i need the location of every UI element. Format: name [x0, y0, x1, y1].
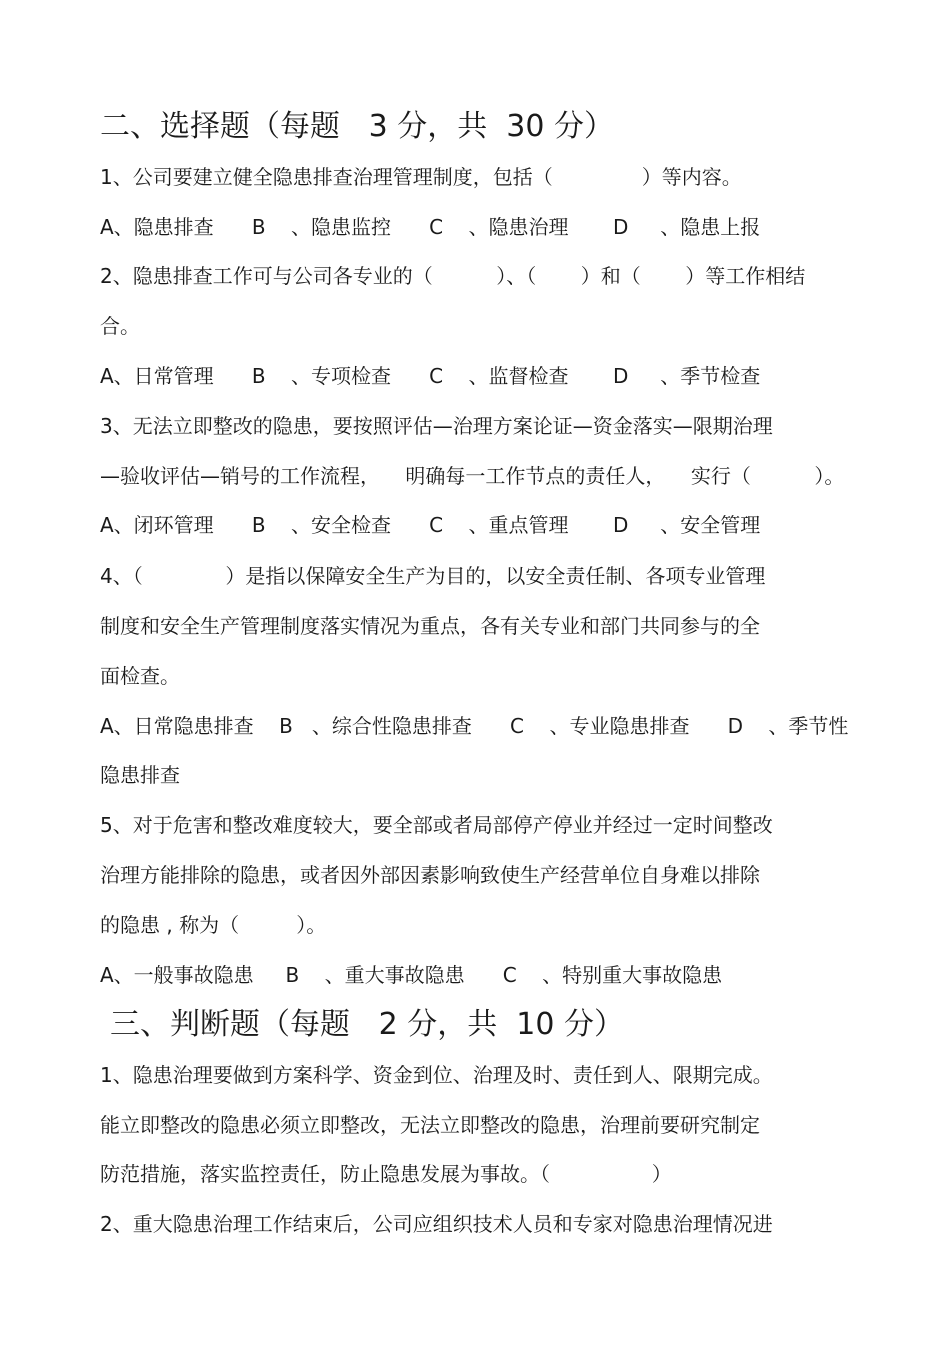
section-heading-choice: 二、选择题（每题 3 分，共 30 分） — [100, 109, 615, 144]
question-5-stem-line-3: 的隐患 , 称为（ ）。 — [100, 913, 327, 937]
question-5-stem-line-2: 治理方能排除的隐患，或者因外部因素影响致使生产经营单位自身难以排除 — [100, 863, 760, 887]
question-5-options: A、一般事故隐患 B 、重大事故隐患 C 、特别重大事故隐患 — [100, 963, 723, 987]
judgement-1-line-3: 防范措施，落实监控责任，防止隐患发展为事故。（ ） — [100, 1162, 672, 1186]
question-4-options-line-1: A、日常隐患排查 B 、综合性隐患排查 C 、专业隐患排查 D 、季节性 — [100, 714, 849, 738]
question-3-options: A、闭环管理 B 、安全检查 C 、重点管理 D 、安全管理 — [100, 513, 761, 537]
question-2-options: A、日常管理 B 、专项检查 C 、监督检查 D 、季节检查 — [100, 364, 761, 388]
judgement-1-line-1: 1、隐患治理要做到方案科学、资金到位、治理及时、责任到人、限期完成。 — [100, 1063, 773, 1087]
judgement-2-line-1: 2、重大隐患治理工作结束后，公司应组织技术人员和专家对隐患治理情况进 — [100, 1212, 773, 1236]
question-5-stem-line-1: 5、对于危害和整改难度较大，要全部或者局部停产停业并经过一定时间整改 — [100, 813, 773, 837]
question-2-stem-line-2: 合。 — [100, 314, 140, 338]
question-2-stem-line-1: 2、隐患排查工作可与公司各专业的（ ）、（ ）和（ ）等工作相结 — [100, 264, 806, 288]
question-4-stem-line-1: 4、（ ）是指以保障安全生产为目的，以安全责任制、各项专业管理 — [100, 564, 766, 588]
question-4-stem-line-3: 面检查。 — [100, 664, 180, 688]
question-3-stem-line-1: 3、无法立即整改的隐患，要按照评估—治理方案论证—资金落实—限期治理 — [100, 414, 773, 438]
section-heading-judgement: 三、判断题（每题 2 分，共 10 分） — [110, 1007, 625, 1042]
question-4-options-line-2: 隐患排查 — [100, 763, 180, 787]
question-3-stem-line-2: —验收评估—销号的工作流程， 明确每一工作节点的责任人， 实行（ ）。 — [100, 464, 845, 488]
question-4-stem-line-2: 制度和安全生产管理制度落实情况为重点，各有关专业和部门共同参与的全 — [100, 614, 760, 638]
question-1-options: A、隐患排查 B 、隐患监控 C 、隐患治理 D 、隐患上报 — [100, 215, 761, 239]
judgement-1-line-2: 能立即整改的隐患必须立即整改，无法立即整改的隐患，治理前要研究制定 — [100, 1113, 760, 1137]
question-1-stem: 1、公司要建立健全隐患排查治理管理制度，包括（ ）等内容。 — [100, 165, 742, 189]
